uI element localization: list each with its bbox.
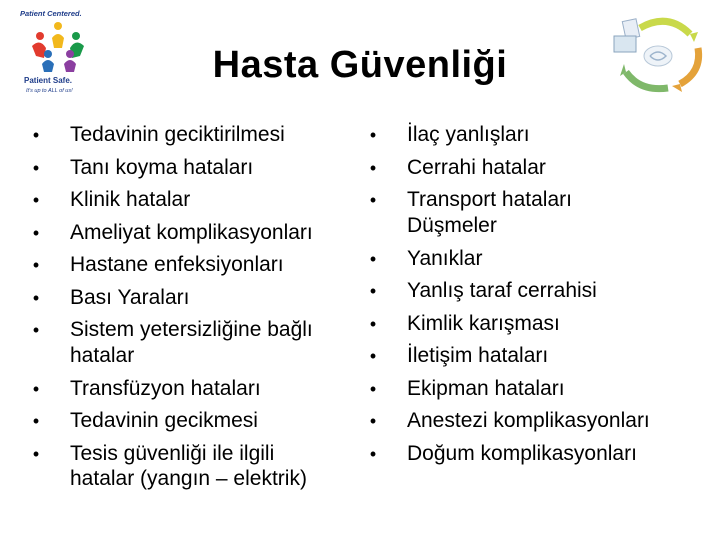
list-item-text-continued: Düşmeler: [407, 213, 497, 237]
list-item-text: Tedavinin geciktirilmesi: [70, 123, 285, 146]
list-item-text: Cerrahi hatalar: [407, 155, 546, 179]
bullet-icon: •: [32, 222, 40, 243]
list-item: [28, 438, 348, 493]
bullet-icon: •: [32, 378, 40, 399]
bullet-icon: •: [369, 313, 377, 334]
bullet-icon: •: [32, 125, 40, 145]
list-item: [28, 184, 348, 217]
list-item: [28, 314, 348, 369]
list-item-text: Hastane enfeksiyonları: [70, 253, 284, 276]
people-circle-icon: [18, 4, 100, 96]
bullet-icon: •: [32, 443, 40, 464]
list-item-text: İletişim hataları: [407, 344, 549, 367]
bullet-icon: •: [369, 125, 377, 145]
list-item-text-continued: hatalar: [70, 343, 135, 367]
list-item-text-continued: hatalar (yangın – elektrik): [70, 467, 307, 490]
bullet-icon: •: [32, 190, 40, 210]
list-item-text: Tanı koyma hataları: [70, 155, 254, 179]
bullet-icon: •: [369, 190, 377, 210]
bullet-icon: •: [369, 378, 377, 399]
cycle-arrows-icon: [610, 12, 706, 94]
list-item-text: İlaç yanlışları: [407, 123, 530, 146]
list-item-text: Yanıklar: [407, 246, 483, 270]
list-item: [365, 373, 705, 406]
list-item: [365, 405, 705, 438]
list-item: [28, 217, 348, 250]
bullet-icon: •: [32, 287, 40, 308]
logo-top-text: Patient Centered.: [20, 9, 82, 18]
bullet-icon: •: [32, 255, 40, 275]
list-item: [365, 340, 705, 373]
list-item-text: Tesis güvenliği ile ilgili: [70, 441, 275, 465]
list-item: [365, 243, 705, 276]
left-bullet-list: [28, 119, 348, 496]
list-item-text: Kimlik karışması: [407, 311, 560, 335]
quality-cycle-graphic: [610, 12, 706, 94]
bullet-icon: •: [369, 248, 377, 269]
list-item: [365, 438, 705, 471]
right-bullet-list: [365, 119, 705, 470]
bullet-icon: •: [369, 281, 377, 301]
list-item-text: Tedavinin gecikmesi: [70, 409, 258, 432]
logo-tagline: It's up to ALL of us!: [26, 88, 73, 94]
bullet-icon: •: [32, 411, 40, 431]
list-item: [365, 152, 705, 185]
page-title: Hasta Güvenliği: [212, 44, 508, 86]
list-item-text: Anestezi komplikasyonları: [407, 409, 650, 432]
list-item-text: Transfüzyon hataları: [70, 376, 261, 400]
list-item: [365, 184, 705, 239]
list-item-text: Yanlış taraf cerrahisi: [407, 279, 597, 302]
list-item: [365, 275, 705, 308]
list-item: [28, 152, 348, 185]
bullet-icon: •: [369, 157, 377, 178]
bullet-icon: •: [369, 346, 377, 366]
list-item-text: Klinik hatalar: [70, 188, 191, 211]
bullet-icon: •: [369, 443, 377, 464]
bullet-icon: •: [32, 157, 40, 178]
list-item-text: Doğum komplikasyonları: [407, 441, 637, 465]
list-item: [28, 119, 348, 152]
list-item: [28, 373, 348, 406]
list-item: [365, 308, 705, 341]
list-item-text: Bası Yaraları: [70, 285, 190, 309]
list-item-text: Ameliyat komplikasyonları: [70, 220, 313, 244]
list-item: [28, 405, 348, 438]
list-item: [28, 249, 348, 282]
list-item-text: Sistem yetersizliğine bağlı: [70, 318, 313, 341]
list-item: [365, 119, 705, 152]
logo-bottom-text: Patient Safe.: [24, 76, 73, 85]
list-item-text: Transport hataları: [407, 188, 572, 211]
patient-safe-logo: [18, 4, 100, 96]
bullet-icon: •: [32, 320, 40, 340]
list-item: [28, 282, 348, 315]
list-item-text: Ekipman hataları: [407, 376, 565, 400]
bullet-icon: •: [369, 411, 377, 431]
